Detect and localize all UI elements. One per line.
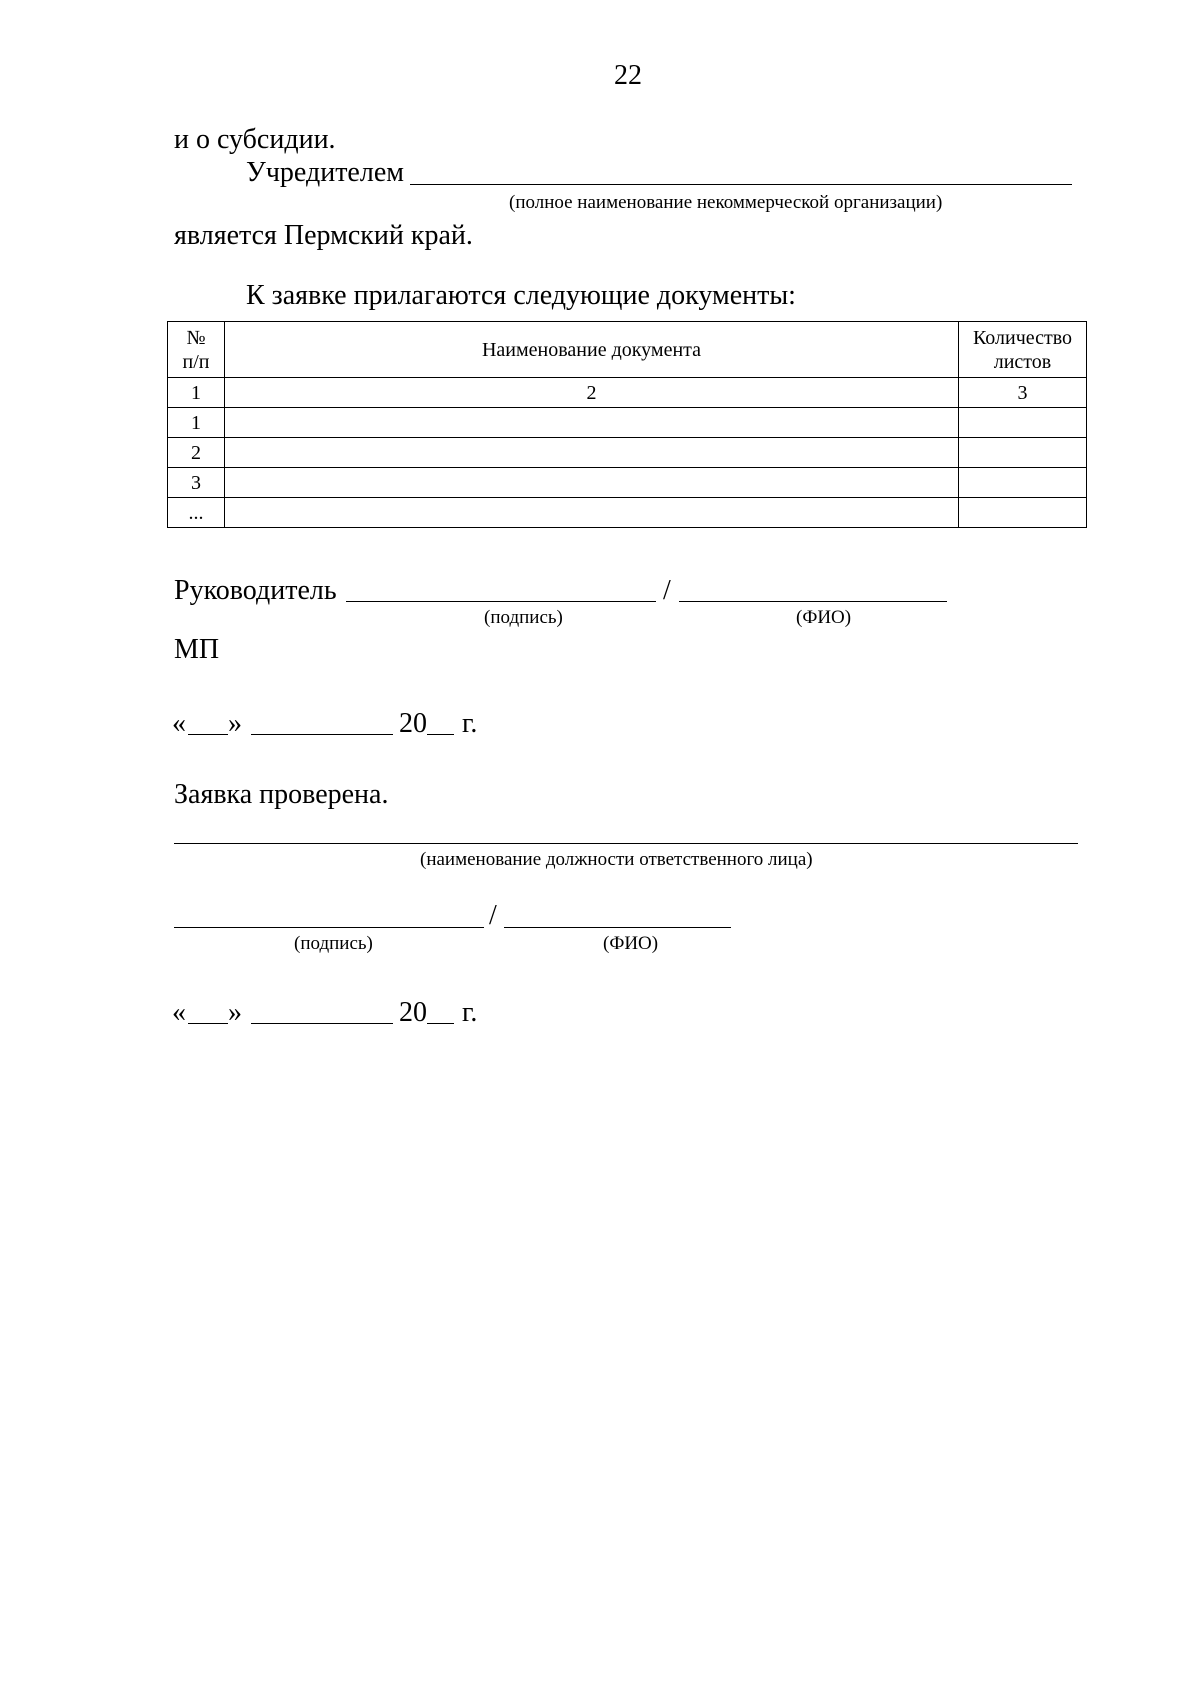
table-cell: 1 (168, 378, 225, 408)
check-date-year: 20 (399, 997, 427, 1028)
founder-value: является Пермский край. (174, 220, 473, 251)
check-date-close-quote: » (228, 997, 242, 1028)
table-cell (959, 408, 1087, 438)
check-signature-line (174, 927, 484, 928)
head-date-year: 20 (399, 708, 427, 739)
table-cell (225, 468, 959, 498)
attachments-heading: К заявке прилагаются следующие документы: (246, 280, 796, 311)
head-date-suffix: г. (462, 708, 478, 739)
check-title: Заявка проверена. (174, 779, 389, 810)
header-sheet-count: Количество листов (959, 322, 1087, 378)
table-cell: 3 (959, 378, 1087, 408)
head-signature-hint: (подпись) (484, 607, 563, 628)
head-date-year-line (427, 734, 454, 735)
table-cell: ... (168, 498, 225, 528)
check-name-line (504, 927, 731, 928)
head-label: Руководитель (174, 575, 337, 606)
table-cell (225, 498, 959, 528)
check-signature-hint: (подпись) (294, 933, 373, 954)
head-signature-line (346, 601, 656, 602)
head-name-line (679, 601, 947, 602)
check-position-line (174, 843, 1078, 844)
header-document-name: Наименование документа (225, 322, 959, 378)
table-row (168, 438, 1087, 468)
table-cell: 1 (168, 408, 225, 438)
table-cell: 2 (225, 378, 959, 408)
stamp-placeholder: МП (174, 634, 220, 665)
table-row (168, 498, 1087, 528)
head-slash: / (663, 575, 671, 606)
head-date-close-quote: » (228, 708, 242, 739)
table-cell (959, 438, 1087, 468)
intro-continuation: и о субсидии. (174, 124, 336, 155)
attachments-table (167, 321, 1087, 528)
check-name-hint: (ФИО) (603, 933, 659, 954)
table-cell: 2 (168, 438, 225, 468)
table-cell: 3 (168, 468, 225, 498)
table-cell (959, 468, 1087, 498)
table-cell (225, 438, 959, 468)
header-number: № п/п (168, 322, 225, 378)
check-slash: / (489, 900, 497, 931)
check-date-open-quote: « (172, 997, 186, 1028)
table-cell (959, 498, 1087, 528)
check-date-suffix: г. (462, 997, 478, 1028)
head-date-month-line (251, 734, 393, 735)
table-row (168, 468, 1087, 498)
table-row (168, 408, 1087, 438)
head-name-hint: (ФИО) (796, 607, 852, 628)
check-date-day-line (188, 1023, 228, 1024)
founder-label: Учредителем (246, 157, 404, 188)
founder-name-line (410, 184, 1072, 185)
table-column-numbering-row (168, 378, 1087, 408)
head-date-day-line (188, 734, 228, 735)
table-header-row (168, 322, 1087, 378)
check-position-hint: (наименование должности ответственного лица) (420, 849, 813, 870)
page-number: 22 (614, 60, 642, 91)
head-date-open-quote: « (172, 708, 186, 739)
founder-hint: (полное наименование некоммерческой организации) (509, 192, 943, 213)
check-date-year-line (427, 1023, 454, 1024)
check-date-month-line (251, 1023, 393, 1024)
table-cell (225, 408, 959, 438)
